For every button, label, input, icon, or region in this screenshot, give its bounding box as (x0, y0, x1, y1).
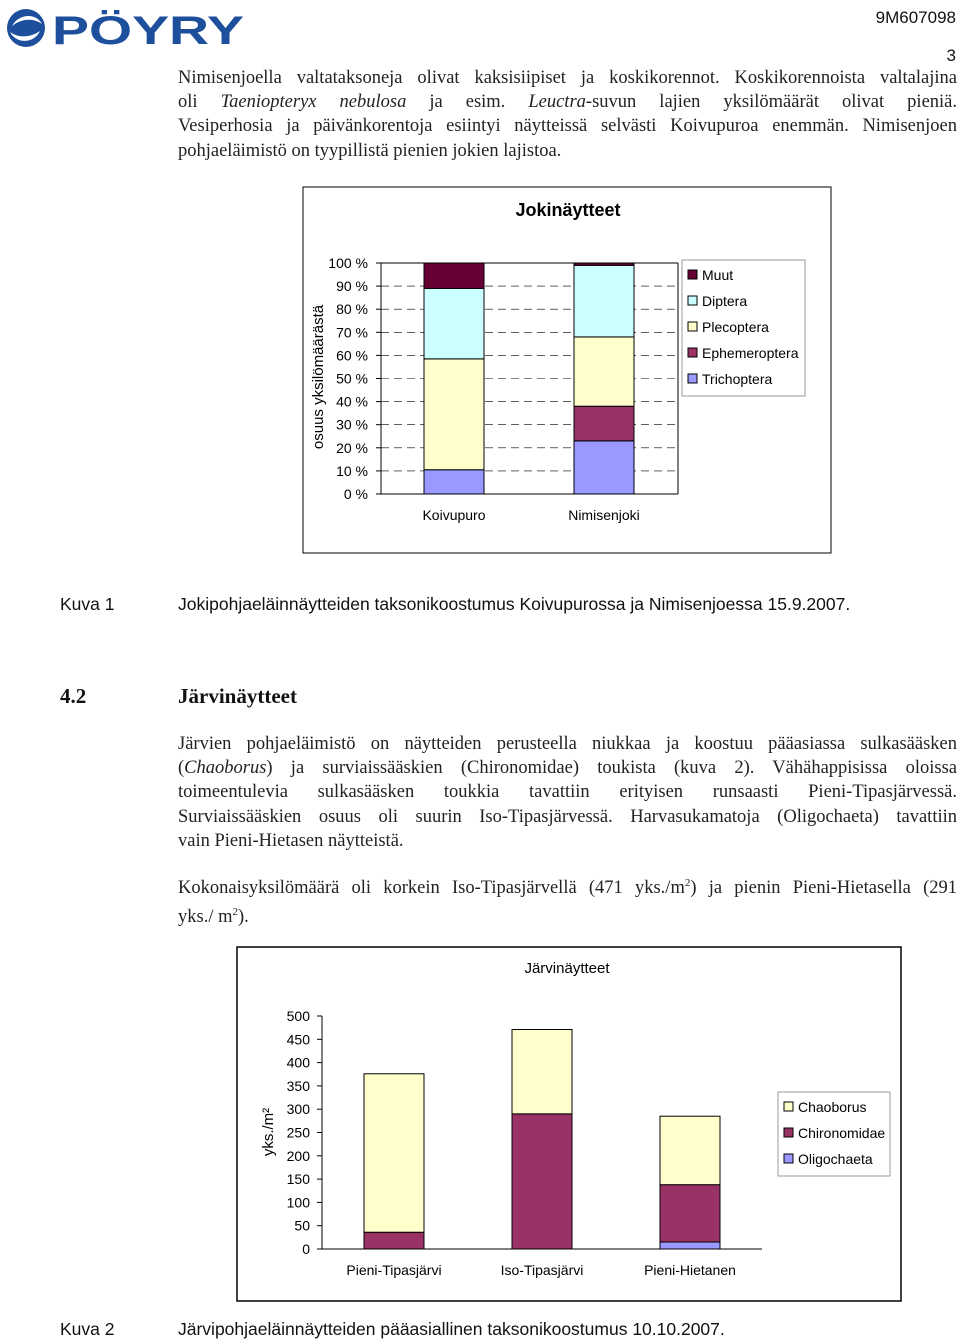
lake-samples-chart (236, 946, 902, 1302)
legend-swatch (784, 1128, 793, 1137)
y-axis-label: yks./m² (260, 1107, 277, 1157)
y-tick-label: 400 (286, 1054, 310, 1071)
legend-swatch (688, 296, 697, 305)
y-tick-label: 10 % (336, 462, 368, 479)
legend-label: Ephemeroptera (702, 345, 799, 361)
legend-label: Chaoborus (798, 1099, 867, 1115)
legend-swatch (784, 1154, 793, 1163)
y-tick-label: 450 (286, 1031, 310, 1048)
paragraph-line: toimeentulevia sulkasääsken toukkia tavattiin erityisen runsaasti Pieni-Tipasjärvessä. (178, 782, 957, 803)
bar-segment-chironomidae (512, 1114, 572, 1249)
legend-swatch (784, 1102, 793, 1111)
figure2-caption-text: Järvipohjaeläinnäytteiden pääasiallinen taksonikoostumus 10.10.2007. (178, 1319, 725, 1339)
y-axis-label: osuus yksilömäärästä (310, 304, 327, 450)
legend-label: Muut (702, 267, 734, 283)
legend-swatch (688, 270, 697, 279)
y-tick-label: 80 % (336, 301, 368, 318)
y-tick-label: 150 (286, 1171, 310, 1188)
paragraph-line: vain Pieni-Hietasen näytteistä. (178, 830, 404, 851)
paragraph-line: pohjaeläimistö on tyypillistä pienien jokien lajistoa. (178, 140, 562, 161)
y-tick-label: 350 (286, 1077, 310, 1094)
y-tick-label: 200 (286, 1147, 310, 1164)
y-tick-label: 50 (294, 1217, 310, 1234)
y-tick-label: 40 % (336, 393, 368, 410)
x-category-label: Pieni-Hietanen (644, 1262, 736, 1278)
paragraph-line: Kokonaisyksilömäärä oli korkein Iso-Tipasjärvellä (471 $yks./m^2$) ja pienin Pieni-Hietasella (291 (178, 877, 957, 899)
paragraph-line: Vesiperhosia ja päivänkorentoja esiintyi näytteissä selvästi Koivupuroa enemmän. Nimisenjoen (178, 116, 957, 137)
figure2-caption-label: Kuva 2 (60, 1319, 115, 1339)
document-id: 9M607098 (875, 8, 956, 27)
legend-label: Trichoptera (702, 371, 773, 387)
y-tick-label: 0 % (343, 486, 368, 502)
bar-segment-chironomidae (364, 1232, 424, 1249)
paragraph-line: Nimisenjoella valtataksoneja olivat kaksisiipiset ja koskikorennot. Koskikorennoista valtalajina (178, 68, 957, 88)
y-tick-label: 500 (286, 1008, 310, 1024)
figure1-caption-text: Jokipohjaeläinnäytteiden taksonikoostumus Koivupurossa ja Nimisenjoessa 15.9.2007. (178, 594, 851, 614)
x-category-label: Nimisenjoki (568, 507, 640, 523)
chart-title: Järvinäytteet (524, 960, 610, 977)
bar-segment-chaoborus (512, 1030, 572, 1114)
y-tick-label: 30 % (336, 416, 368, 433)
bar-segment-diptera (424, 288, 484, 358)
section-title: Järvinäytteet (178, 684, 297, 708)
paragraph-line: Järvien pohjaeläimistö on näytteiden perusteella niukkaa ja koostuu pääasiassa sulkasääsken (178, 734, 957, 754)
y-tick-label: 0 (302, 1241, 310, 1257)
page-number: 3 (946, 46, 956, 65)
poyry-swirl-icon (7, 9, 45, 47)
intro-paragraph (178, 66, 957, 163)
section-number: 4.2 (60, 684, 87, 708)
legend-label: Plecoptera (702, 319, 769, 335)
y-tick-label: 100 % (328, 255, 368, 271)
bar-segment-ephemeroptera (574, 406, 634, 441)
paragraph-line: oli Taeniopteryx nebulosa ja esim. Leuctra-suvun lajien yksilömäärät olivat pieniä. (178, 92, 958, 113)
legend-swatch (688, 348, 697, 357)
legend-label: Chironomidae (798, 1125, 886, 1141)
bar-segment-trichoptera (424, 470, 484, 494)
figure1-caption-label: Kuva 1 (60, 594, 115, 614)
chart-legend (682, 260, 805, 396)
y-tick-label: 20 % (336, 439, 368, 456)
bar-segment-muut (424, 263, 484, 288)
y-tick-label: 300 (286, 1101, 310, 1118)
bar-segment-oligochaeta (660, 1242, 720, 1249)
y-tick-label: 70 % (336, 324, 368, 341)
bar-segment-plecoptera (424, 359, 484, 470)
bar-segment-diptera (574, 265, 634, 337)
y-tick-label: 50 % (336, 370, 368, 387)
paragraph-line: Surviaissääskien osuus oli suurin Iso-Tipasjärvessä. Harvasukamatoja (Oligochaeta) tavattiin (178, 806, 957, 827)
bar-segment-trichoptera (574, 441, 634, 494)
paragraph-line: yks./ $m^2$). (178, 906, 249, 928)
legend-label: Diptera (702, 293, 748, 309)
x-category-label: Pieni-Tipasjärvi (346, 1262, 442, 1278)
legend-label: Oligochaeta (798, 1151, 873, 1167)
y-tick-label: 250 (286, 1124, 310, 1141)
bar-segment-plecoptera (574, 337, 634, 406)
chart-legend (778, 1092, 890, 1176)
y-tick-label: 100 (286, 1194, 310, 1211)
bar-segment-chaoborus (364, 1074, 424, 1232)
y-tick-label: 90 % (336, 278, 368, 295)
logo-wordmark: PÖYRY (52, 9, 191, 52)
poyry-logo (4, 4, 249, 52)
x-category-label: Iso-Tipasjärvi (500, 1262, 584, 1278)
legend-swatch (688, 374, 697, 383)
river-samples-chart (302, 186, 832, 554)
total-paragraph (178, 871, 957, 930)
y-tick-label: 60 % (336, 347, 368, 364)
paragraph-line: (Chaoborus) ja surviaissääskien (Chironomidae) toukista (kuva 2). Vähähappisissa oloissa (178, 758, 957, 779)
bar-segment-chaoborus (660, 1116, 720, 1185)
legend-swatch (688, 322, 697, 331)
x-category-label: Koivupuro (422, 507, 486, 523)
lake-paragraph (178, 732, 957, 853)
chart-title: Jokinäytteet (515, 200, 621, 220)
bar-segment-chironomidae (660, 1185, 720, 1242)
